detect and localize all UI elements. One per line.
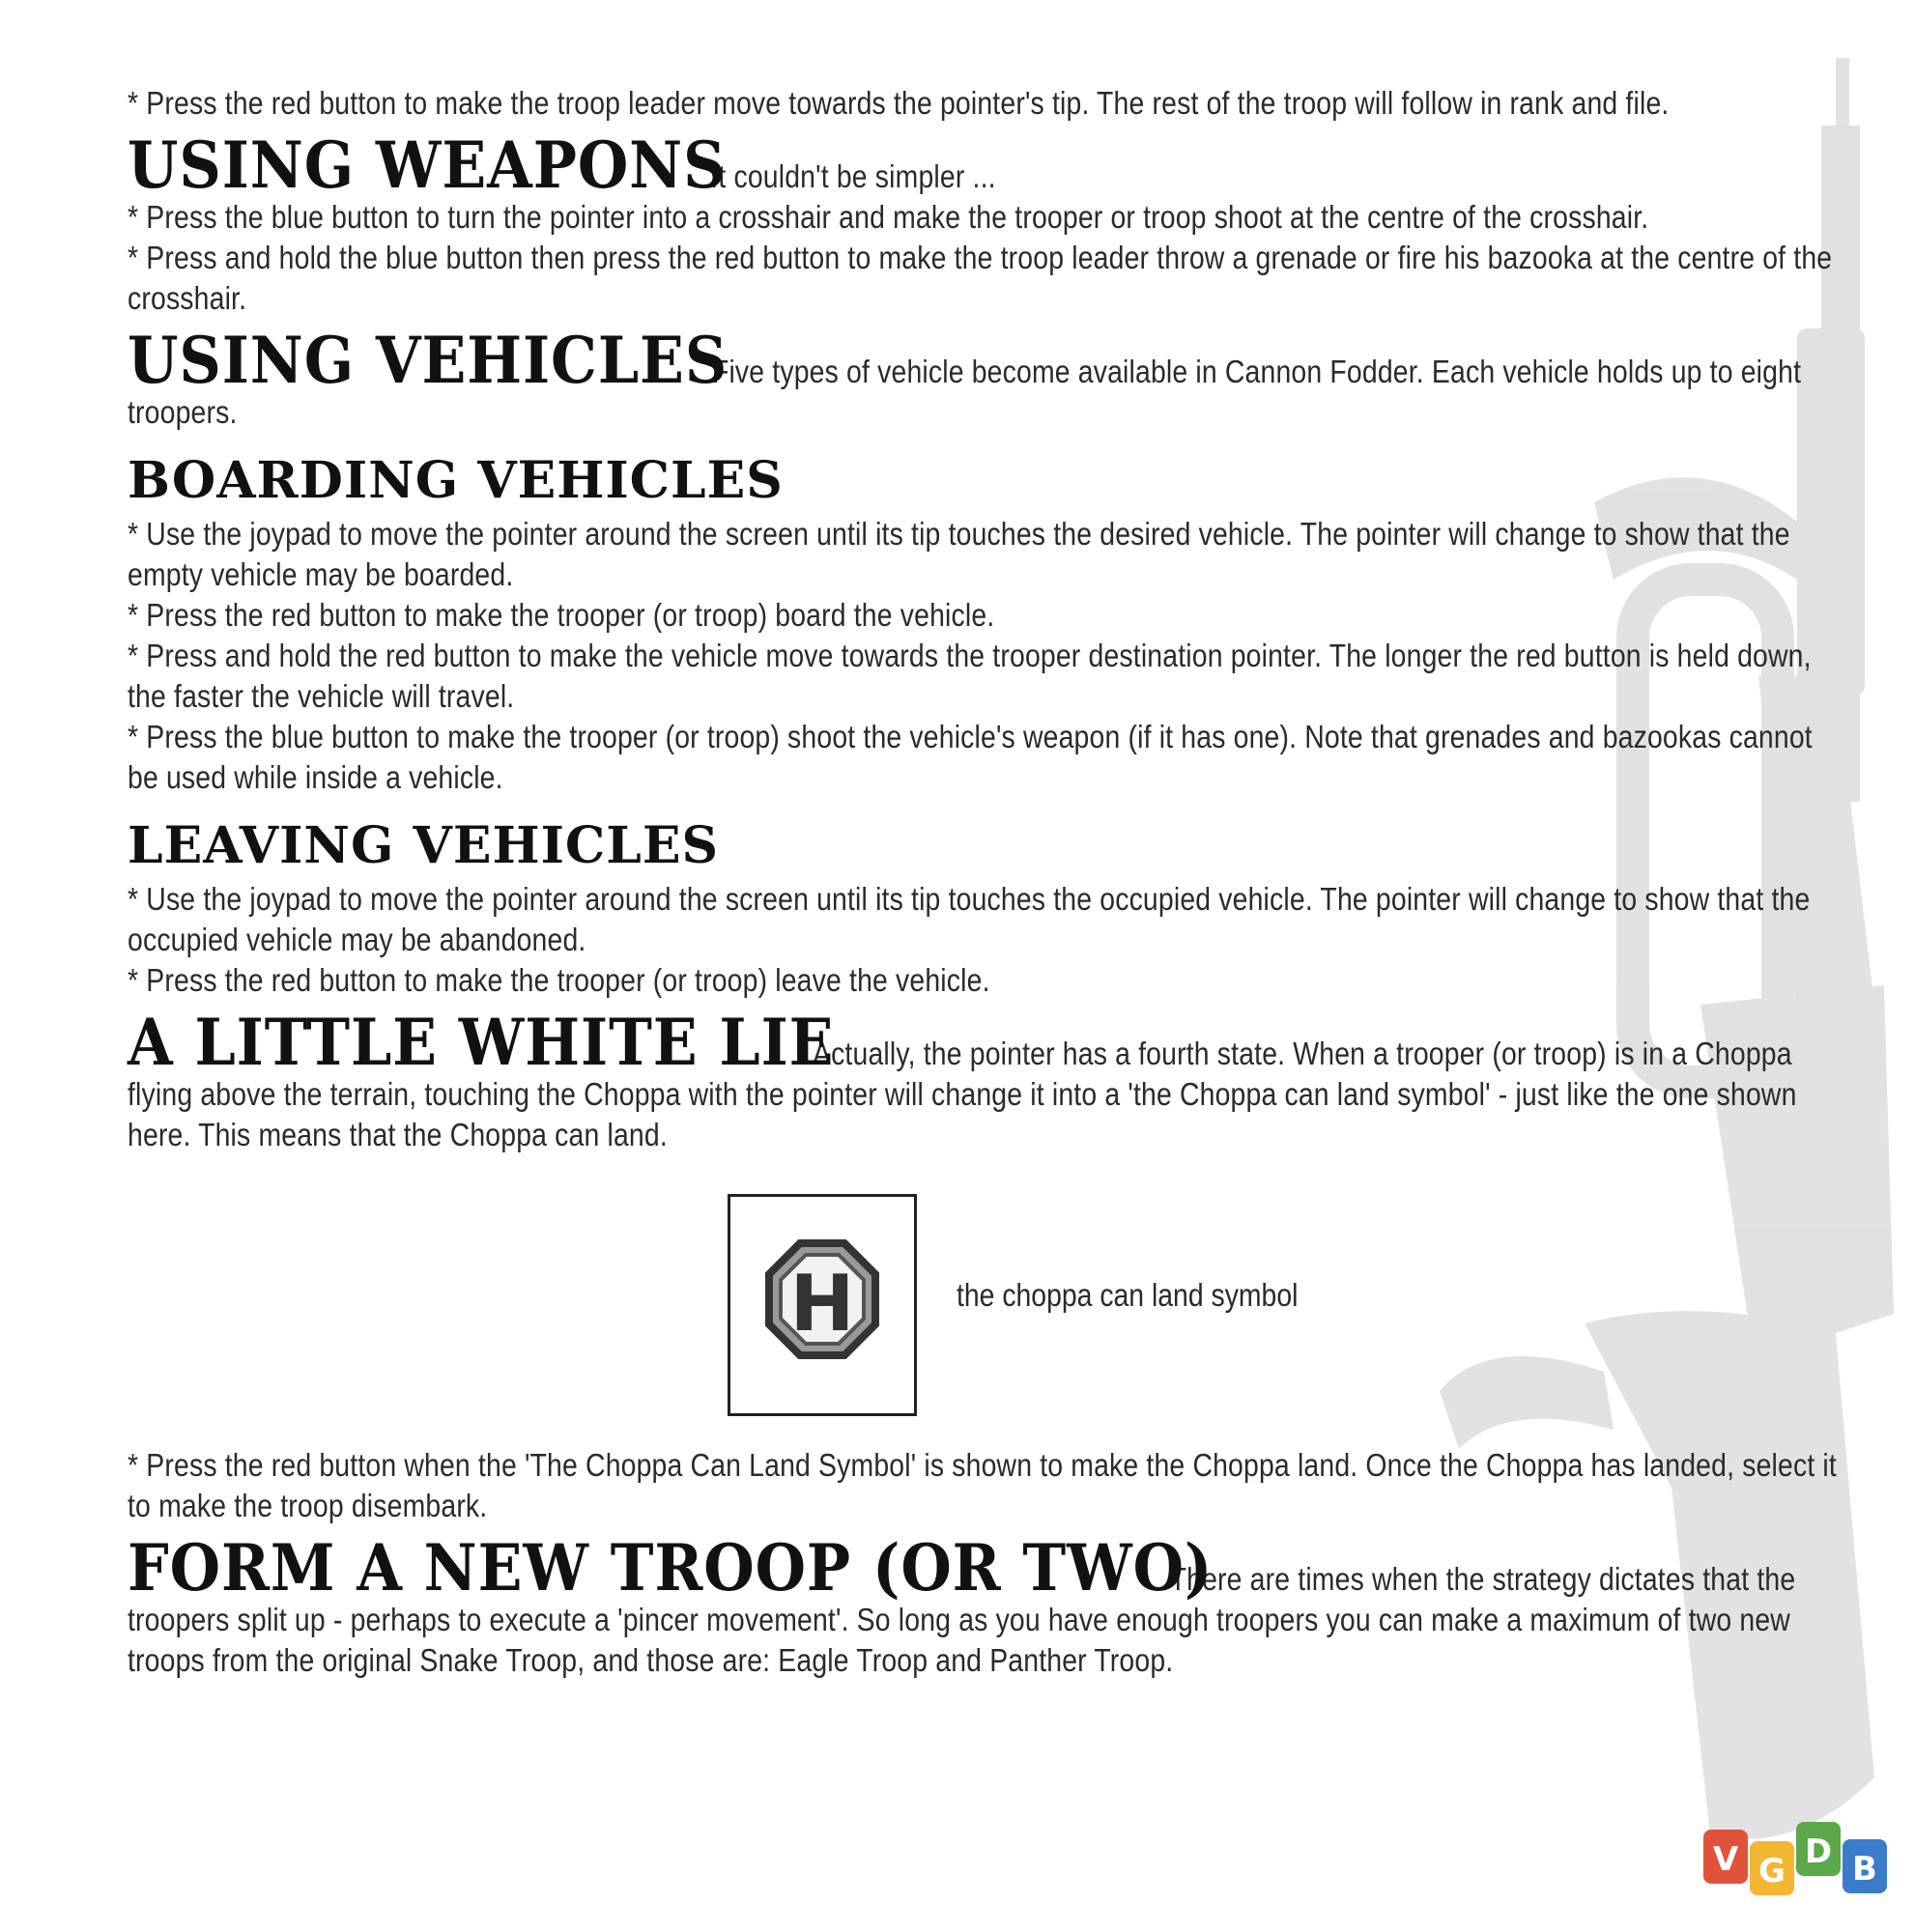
- choppa-symbol-caption: the choppa can land symbol: [957, 1277, 1299, 1313]
- section-new-troop: [128, 1530, 1838, 1681]
- using-vehicles-tagline: Five types of vehicle become available in Cannon Fodder. Each vehicle holds up to eight troopers.: [128, 354, 1802, 430]
- heading-white-lie: A LITTLE WHITE LIE: [128, 1005, 835, 1080]
- boarding-vehicles-p4: * Press the blue button to make the trooper (or troop) shoot the vehicle's weapon (if it has one). Note that grenades and bazookas cannot be used while inside a vehicle.: [128, 719, 1813, 795]
- vgdb-letter-b: B: [1852, 1850, 1877, 1889]
- vgdb-letter-g: G: [1758, 1852, 1785, 1890]
- new-troop-tagline: There are times when the strategy dictates that the troopers split up - perhaps to execute a 'pincer movement'. So long as you have enough troopers you can make a maximum of two new troops from the original Snake Troop, and those are: Eagle Troop and Panther Troop.: [128, 1561, 1796, 1678]
- intro-paragraph: * Press the red button to make the troop leader move towards the pointer's tip. The rest of the troop will follow in rank and file.: [128, 85, 1670, 121]
- vgdb-letter-d: D: [1804, 1833, 1833, 1871]
- section-leaving-vehicles: [128, 816, 1838, 1001]
- boarding-vehicles-p2: * Press the red button to make the trooper (or troop) board the vehicle.: [128, 597, 995, 633]
- manual-page: [128, 83, 1838, 1681]
- heading-leaving-vehicles: LEAVING VEHICLES: [128, 816, 720, 875]
- choppa-symbol-figure: [128, 1194, 1838, 1445]
- vgdb-letter-v: V: [1712, 1840, 1739, 1879]
- boarding-vehicles-p3: * Press and hold the red button to make the vehicle move towards the trooper destination pointer. The longer the red button is held down, the faster the vehicle will travel.: [128, 638, 1812, 714]
- using-weapons-tagline: It couldn't be simpler ...: [710, 158, 996, 194]
- boarding-vehicles-p1: * Use the joypad to move the pointer around the screen until its tip touches the desired vehicle. The pointer will change to show that the empty vehicle may be boarded.: [128, 516, 1790, 592]
- leaving-vehicles-p1: * Use the joypad to move the pointer around the screen until its tip touches the occupied vehicle. The pointer will change to show that the occupied vehicle may be abandoned.: [128, 881, 1811, 957]
- using-weapons-p2: * Press and hold the blue button then press the red button to make the troop leader throw a grenade or fire his bazooka at the centre of the crosshair.: [128, 240, 1833, 316]
- section-boarding-vehicles: [128, 451, 1838, 798]
- white-lie-p1: * Press the red button when the 'The Choppa Can Land Symbol' is shown to make the Choppa land. Once the Choppa has landed, select it to make the troop disembark.: [128, 1447, 1837, 1523]
- heading-using-weapons: USING WEAPONS: [128, 128, 727, 203]
- heading-using-vehicles: USING VEHICLES: [128, 323, 728, 398]
- section-using-vehicles: [128, 323, 1838, 433]
- leaving-vehicles-p2: * Press the red button to make the trooper (or troop) leave the vehicle.: [128, 962, 990, 998]
- choppa-land-symbol-icon: [730, 1197, 914, 1413]
- heading-boarding-vehicles: BOARDING VEHICLES: [128, 451, 784, 510]
- heading-new-troop: FORM A NEW TROOP (OR TWO): [128, 1530, 1214, 1605]
- choppa-symbol-box: [728, 1194, 917, 1416]
- svg-text:H: H: [789, 1259, 855, 1349]
- white-lie-tagline: Actually, the pointer has a fourth state. When a trooper (or troop) is in a Choppa flying above the terrain, touching the Choppa with the pointer will change it into a 'the Choppa can land symbol' - just like the one shown here. This means that the Choppa can land.: [128, 1036, 1797, 1152]
- vgdb-watermark-logo: [1701, 1816, 1895, 1903]
- section-white-lie: [128, 1005, 1838, 1526]
- section-using-weapons: [128, 128, 1838, 319]
- using-weapons-p1: * Press the blue button to turn the pointer into a crosshair and make the trooper or troop shoot at the centre of the crosshair.: [128, 199, 1649, 235]
